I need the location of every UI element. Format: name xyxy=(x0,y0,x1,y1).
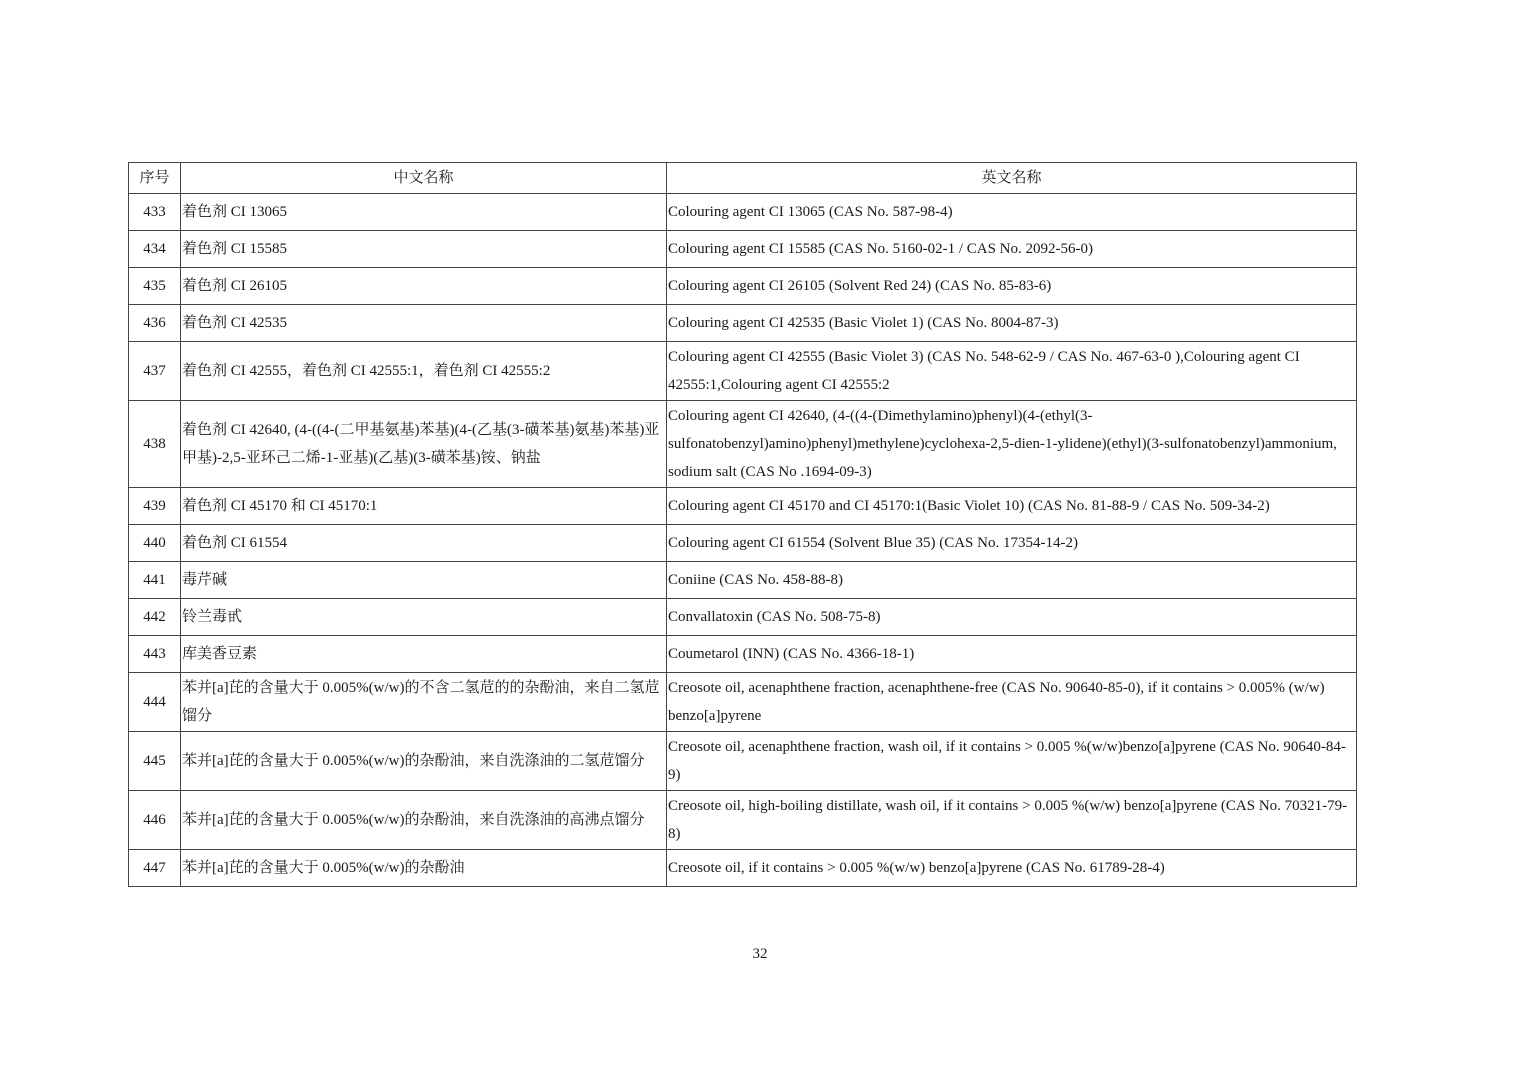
table-row xyxy=(129,342,1357,401)
row-english-name: Creosote oil, high-boiling distillate, wash oil, if it contains > 0.005 %(w/w) benzo[a]pyrene (CAS No. 70321-79-8) xyxy=(667,791,1357,850)
row-english-name: Creosote oil, if it contains > 0.005 %(w/w) benzo[a]pyrene (CAS No. 61789-28-4) xyxy=(667,850,1357,887)
table-row xyxy=(129,562,1357,599)
row-number: 447 xyxy=(129,850,181,887)
row-chinese-name: 着色剂 CI 42640, (4-((4-(二甲基氨基)苯基)(4-(乙基(3-磺苯基)氨基)苯基)亚甲基)-2,5-亚环己二烯-1-亚基)(乙基)(3-磺苯基)铵、钠盐 xyxy=(181,401,667,488)
row-number: 433 xyxy=(129,194,181,231)
row-english-name: Coniine (CAS No. 458-88-8) xyxy=(667,562,1357,599)
table-row xyxy=(129,673,1357,732)
row-chinese-name: 着色剂 CI 26105 xyxy=(181,268,667,305)
row-english-name: Colouring agent CI 13065 (CAS No. 587-98-4) xyxy=(667,194,1357,231)
row-chinese-name: 苯并[a]芘的含量大于 0.005%(w/w)的不含二氢苊的的杂酚油，来自二氢苊馏分 xyxy=(181,673,667,732)
table-row xyxy=(129,636,1357,673)
row-english-name: Colouring agent CI 15585 (CAS No. 5160-02-1 / CAS No. 2092-56-0) xyxy=(667,231,1357,268)
table-row xyxy=(129,488,1357,525)
row-english-name: Colouring agent CI 42555 (Basic Violet 3) (CAS No. 548-62-9 / CAS No. 467-63-0 ),Colouring agent CI 42555:1,Colouring agent CI 42555:2 xyxy=(667,342,1357,401)
row-number: 446 xyxy=(129,791,181,850)
row-number: 436 xyxy=(129,305,181,342)
row-chinese-name: 着色剂 CI 45170 和 CI 45170:1 xyxy=(181,488,667,525)
row-chinese-name: 毒芹碱 xyxy=(181,562,667,599)
row-number: 441 xyxy=(129,562,181,599)
row-chinese-name: 着色剂 CI 15585 xyxy=(181,231,667,268)
row-number: 443 xyxy=(129,636,181,673)
row-number: 442 xyxy=(129,599,181,636)
row-chinese-name: 着色剂 CI 13065 xyxy=(181,194,667,231)
table-row xyxy=(129,231,1357,268)
header-serial-number: 序号 xyxy=(129,163,181,194)
table-row xyxy=(129,268,1357,305)
substance-table xyxy=(128,162,1357,887)
row-chinese-name: 苯并[a]芘的含量大于 0.005%(w/w)的杂酚油，来自洗涤油的高沸点馏分 xyxy=(181,791,667,850)
row-chinese-name: 铃兰毒甙 xyxy=(181,599,667,636)
row-chinese-name: 库美香豆素 xyxy=(181,636,667,673)
row-english-name: Coumetarol (INN) (CAS No. 4366-18-1) xyxy=(667,636,1357,673)
header-english-name: 英文名称 xyxy=(667,163,1357,194)
table-row xyxy=(129,791,1357,850)
row-english-name: Creosote oil, acenaphthene fraction, acenaphthene-free (CAS No. 90640-85-0), if it contains > 0.005% (w/w) benzo[a]pyrene xyxy=(667,673,1357,732)
row-english-name: Colouring agent CI 42640, (4-((4-(Dimethylamino)phenyl)(4-(ethyl(3-sulfonatobenzyl)amino)phenyl)methylene)cyclohexa-2,5-dien-1-ylidene)(ethyl)(3-sulfonatobenzyl)ammonium, sodium salt (CAS No .1694-09-3) xyxy=(667,401,1357,488)
table-header-row xyxy=(129,163,1357,194)
row-number: 435 xyxy=(129,268,181,305)
row-number: 437 xyxy=(129,342,181,401)
table-row xyxy=(129,732,1357,791)
table-row xyxy=(129,850,1357,887)
row-number: 438 xyxy=(129,401,181,488)
row-number: 439 xyxy=(129,488,181,525)
row-chinese-name: 着色剂 CI 42535 xyxy=(181,305,667,342)
page-number: 32 xyxy=(752,946,768,962)
row-english-name: Convallatoxin (CAS No. 508-75-8) xyxy=(667,599,1357,636)
table-row xyxy=(129,525,1357,562)
row-number: 444 xyxy=(129,673,181,732)
row-english-name: Colouring agent CI 61554 (Solvent Blue 35) (CAS No. 17354-14-2) xyxy=(667,525,1357,562)
table-row xyxy=(129,305,1357,342)
row-chinese-name: 着色剂 CI 42555，着色剂 CI 42555:1，着色剂 CI 42555:2 xyxy=(181,342,667,401)
table-row xyxy=(129,599,1357,636)
row-number: 440 xyxy=(129,525,181,562)
row-chinese-name: 苯并[a]芘的含量大于 0.005%(w/w)的杂酚油，来自洗涤油的二氢苊馏分 xyxy=(181,732,667,791)
header-chinese-name: 中文名称 xyxy=(181,163,667,194)
table-row xyxy=(129,194,1357,231)
row-english-name: Colouring agent CI 26105 (Solvent Red 24) (CAS No. 85-83-6) xyxy=(667,268,1357,305)
row-number: 445 xyxy=(129,732,181,791)
row-number: 434 xyxy=(129,231,181,268)
row-english-name: Creosote oil, acenaphthene fraction, wash oil, if it contains > 0.005 %(w/w)benzo[a]pyrene (CAS No. 90640-84-9) xyxy=(667,732,1357,791)
row-chinese-name: 着色剂 CI 61554 xyxy=(181,525,667,562)
row-english-name: Colouring agent CI 45170 and CI 45170:1(Basic Violet 10) (CAS No. 81-88-9 / CAS No. 509-34-2) xyxy=(667,488,1357,525)
row-english-name: Colouring agent CI 42535 (Basic Violet 1) (CAS No. 8004-87-3) xyxy=(667,305,1357,342)
row-chinese-name: 苯并[a]芘的含量大于 0.005%(w/w)的杂酚油 xyxy=(181,850,667,887)
table-row xyxy=(129,401,1357,488)
